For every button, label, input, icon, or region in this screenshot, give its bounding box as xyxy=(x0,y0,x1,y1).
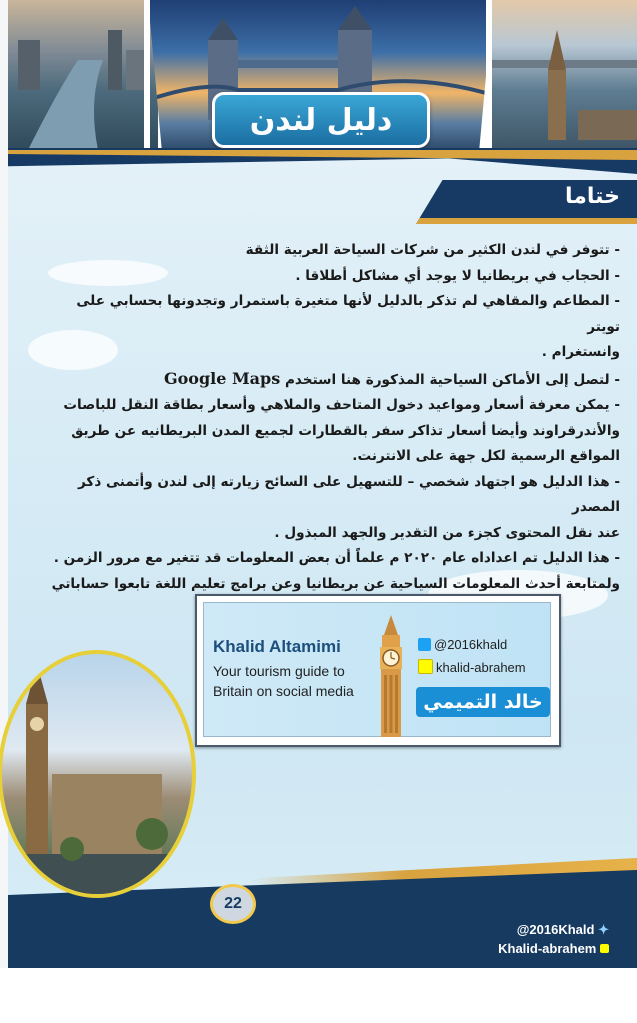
section-heading: ختاما xyxy=(565,184,620,209)
body-line: - يمكن معرفة أسعار ومواعيد دخول المتاحف والملاهي وأسعار بطاقة النقل للباصات xyxy=(63,397,620,413)
card-panel xyxy=(203,602,551,737)
twitter-icon xyxy=(418,638,431,651)
body-line: - لتصل إلى الأماكن السياحية المذكورة هنا استخدم xyxy=(284,371,620,388)
london-river-photo xyxy=(8,0,158,150)
social-media-card xyxy=(195,594,561,747)
conclusion-text xyxy=(40,238,620,597)
westminster-photo xyxy=(488,0,637,150)
footer-snapchat-text: Khalid-abrahem xyxy=(498,941,597,956)
footer-twitter-handle[interactable] xyxy=(517,922,609,938)
card-arabic-name: خالد التميمي xyxy=(416,687,550,717)
body-line: - هذا الدليل تم اعداداه عام ٢٠٢٠ م علماً أن بعض المعلومات قد تتغير مع مرور الزمن . xyxy=(53,550,620,566)
twitter-icon: ✦ xyxy=(598,922,609,937)
body-line: - تتوفر في لندن الكثير من شركات السياحة العربية الثقة xyxy=(245,242,620,258)
guide-title-plate xyxy=(212,92,430,148)
body-line: عند نقل المحتوى كجزء من التقدير والجهد المبذول . xyxy=(274,524,620,541)
body-line: - الحجاب في بريطانيا لا يوجد أي مشاكل أطلاقا . xyxy=(295,267,620,284)
card-snapchat-handle[interactable] xyxy=(418,659,526,675)
body-line: - هذا الدليل هو اجتهاد شخصي – للتسهيل على السائح زيارته إلى لندن وأتمنى ذكر المصدر xyxy=(77,473,620,515)
photo-divider xyxy=(486,0,492,150)
card-tagline-1: Your tourism guide to xyxy=(213,663,345,679)
body-line: - المطاعم والمقاهي لم تذكر بالدليل لأنها متغيرة باستمرار وتجدونها بحسابي على تويتر xyxy=(76,293,620,335)
card-twitter-handle[interactable] xyxy=(418,637,507,652)
footer-twitter-text: @2016Khald xyxy=(516,922,595,937)
page-bottom-margin xyxy=(0,968,637,1023)
footer-snapchat-handle[interactable] xyxy=(498,941,609,956)
page-edge xyxy=(0,0,8,1023)
body-line-maps xyxy=(40,366,620,394)
body-line: ولمتابعة أحدث المعلومات السياحية عن بريطانيا وعن برامج تعليم اللغة تابعوا حساباتي xyxy=(51,575,620,592)
big-ben-photo xyxy=(0,650,196,898)
guide-title: دليل لندن xyxy=(249,102,393,138)
big-ben-icon xyxy=(374,615,408,737)
photo-divider xyxy=(144,0,150,150)
twitter-handle-text: @2016khald xyxy=(434,637,508,652)
card-tagline-2: Britain on social media xyxy=(213,683,354,699)
body-line: وانستغرام . xyxy=(541,344,620,360)
page-number-badge: 22 xyxy=(210,884,256,924)
body-line: والأندرقراوند وأيضا أسعار تذاكر سفر بالقطارات لجميع المدن البريطانيه عن طريق xyxy=(71,422,620,439)
snapchat-handle-text: khalid-abrahem xyxy=(436,660,526,675)
body-line: المواقع الرسمية لكل جهة على الانترنت. xyxy=(352,448,620,464)
google-maps-label: Google Maps xyxy=(163,368,281,388)
snapchat-icon xyxy=(418,659,433,674)
snapchat-icon xyxy=(600,944,609,953)
card-author-name: Khalid Altamimi xyxy=(213,637,341,656)
